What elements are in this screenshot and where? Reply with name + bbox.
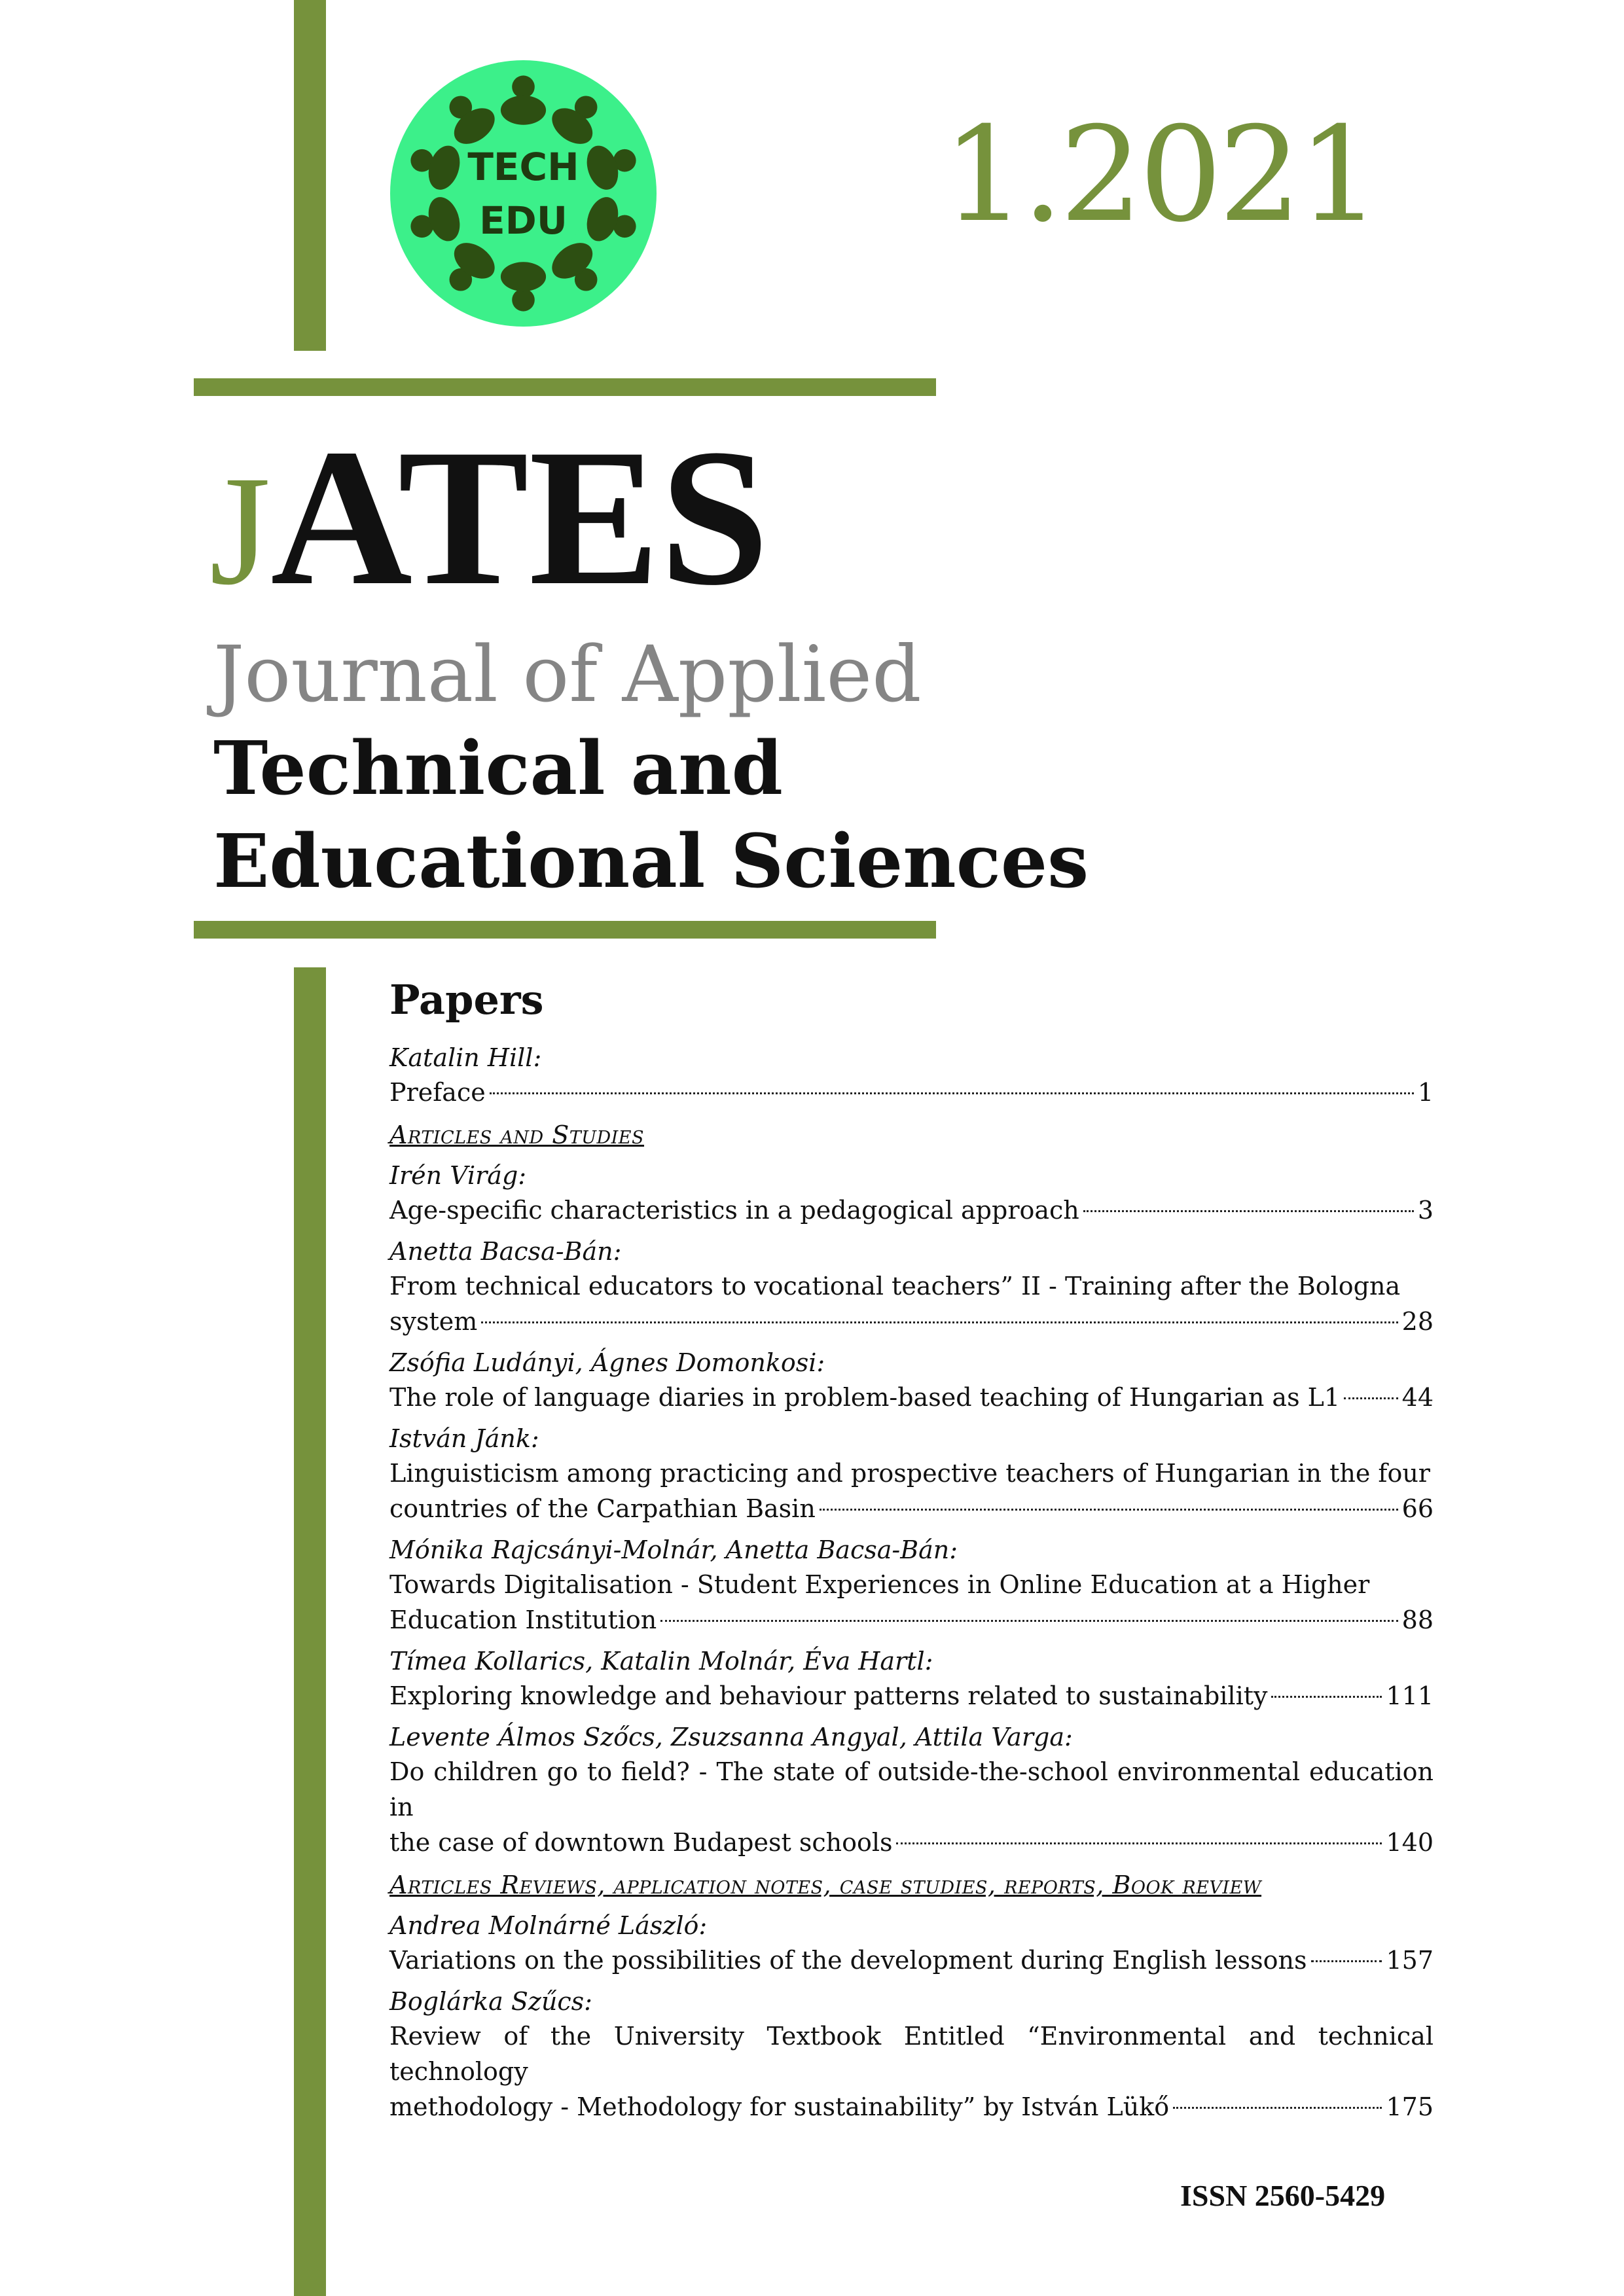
acronym-first-letter: J [209, 443, 271, 617]
entry-title-line [389, 1193, 1434, 1228]
entry-page: 140 [1386, 1828, 1434, 1857]
entry-author: Mónika Rajcsányi-Molnár, Anetta Bacsa-Bán: [389, 1535, 958, 1564]
entry-title-first-line: Linguisticism among practicing and prospective teachers of Hungarian in the four [389, 1459, 1430, 1488]
entry-author: Andrea Molnárné László: [389, 1911, 708, 1940]
entry-author: Irén Virág: [389, 1161, 527, 1190]
entry-title: Age-specific characteristics in a pedagogical approach [389, 1196, 1079, 1225]
logo-line-edu: EDU [479, 198, 568, 243]
entry-author: Levente Álmos Szőcs, Zsuzsanna Angyal, Attila Varga: [389, 1723, 1073, 1751]
horizontal-accent-bar-upper [194, 378, 936, 396]
entry-title-line [389, 1075, 1434, 1110]
entry-title: Exploring knowledge and behaviour patterns related to sustainability [389, 1681, 1268, 1710]
entry-author: Anetta Bacsa-Bán: [389, 1237, 622, 1266]
leader-dots [1173, 2107, 1382, 2109]
toc-entry [389, 1422, 1434, 1526]
entry-page: 44 [1401, 1383, 1434, 1412]
toc-entry [389, 1720, 1434, 1860]
entry-title-first-line: Review of the University Textbook Entitled “Environmental and technical technology [389, 2022, 1434, 2086]
entry-page: 1 [1417, 1078, 1434, 1107]
journal-title-line-3: Educational Sciences [213, 819, 1089, 905]
logo-label [390, 60, 657, 327]
issn: ISSN 2560-5429 [1180, 2179, 1386, 2212]
entry-title-line [389, 1602, 1434, 1638]
entry-page: 28 [1401, 1307, 1434, 1336]
entry-page: 66 [1401, 1494, 1434, 1523]
toc-entry [389, 1644, 1434, 1713]
table-of-contents [389, 974, 1434, 2131]
vertical-accent-bar-top [294, 0, 326, 351]
toc-entry-preface [389, 1041, 1434, 1110]
entry-author: Boglárka Szűcs: [389, 1987, 592, 2016]
entry-title-line [389, 1380, 1434, 1415]
entry-title-line [389, 1943, 1434, 1978]
toc-entry [389, 1909, 1434, 1978]
toc-entry [389, 1234, 1434, 1339]
entry-title: system [389, 1307, 478, 1336]
entry-page: 175 [1386, 2092, 1434, 2121]
vertical-accent-bar-bottom [294, 967, 326, 2296]
toc-entry [389, 1346, 1434, 1415]
entry-page: 3 [1417, 1196, 1434, 1225]
issue-number: 1.2021 [943, 99, 1377, 251]
leader-dots [1083, 1210, 1414, 1212]
entry-title: The role of language diaries in problem-based teaching of Hungarian as L1 [389, 1383, 1341, 1412]
entry-title-first-line: Towards Digitalisation - Student Experiences in Online Education at a Higher [389, 1570, 1370, 1599]
leader-dots [1311, 1960, 1382, 1962]
entry-title-first-line: Do children go to field? - The state of outside-the-school environmental education in [389, 1757, 1434, 1821]
horizontal-accent-bar-lower [194, 921, 936, 939]
entry-page: 88 [1401, 1605, 1434, 1634]
reviews-list [389, 1909, 1434, 2125]
entry-title: Variations on the possibilities of the development during English lessons [389, 1946, 1307, 1975]
entry-title: Preface [389, 1078, 486, 1107]
section-heading-reviews: Articles Reviews, application notes, case studies, reports, Book review [389, 1871, 1262, 1899]
toc-entry [389, 1984, 1434, 2125]
journal-title-line-1: Journal of Applied [213, 629, 922, 719]
toc-entry [389, 1158, 1434, 1228]
entry-title: the case of downtown Budapest schools [389, 1828, 893, 1857]
leader-dots [481, 1321, 1398, 1323]
journal-acronym [209, 408, 769, 632]
entry-title-line [389, 1304, 1434, 1339]
entry-title-first-line: From technical educators to vocational teachers” II - Training after the Bologna [389, 1272, 1401, 1300]
entry-author: Katalin Hill: [389, 1043, 542, 1072]
leader-dots [1271, 1696, 1382, 1698]
leader-dots [660, 1620, 1398, 1622]
entry-title-line [389, 1678, 1434, 1713]
section-heading-articles: Articles and Studies [389, 1121, 645, 1149]
toc-entry [389, 1533, 1434, 1638]
entry-title: Education Institution [389, 1605, 657, 1634]
entry-title-line [389, 1491, 1434, 1526]
entry-title: methodology - Methodology for sustainability” by István Lükő [389, 2092, 1170, 2121]
entry-page: 111 [1386, 1681, 1434, 1710]
articles-list [389, 1158, 1434, 1860]
leader-dots [490, 1092, 1414, 1094]
leader-dots [1344, 1397, 1398, 1399]
entry-author: Zsófia Ludányi, Ágnes Domonkosi: [389, 1348, 825, 1377]
entry-page: 157 [1386, 1946, 1434, 1975]
contents-heading: Papers [389, 976, 544, 1024]
entry-title: countries of the Carpathian Basin [389, 1494, 816, 1523]
entry-title-line [389, 2089, 1434, 2125]
logo-line-tech: TECH [467, 144, 579, 189]
journal-title-line-2: Technical and [213, 726, 783, 812]
leader-dots [820, 1509, 1398, 1511]
entry-author: Tímea Kollarics, Katalin Molnár, Éva Hartl: [389, 1647, 933, 1676]
acronym-rest: ATES [270, 408, 769, 626]
entry-author: István Jánk: [389, 1424, 539, 1453]
entry-title-line [389, 1825, 1434, 1860]
leader-dots [896, 1842, 1382, 1844]
